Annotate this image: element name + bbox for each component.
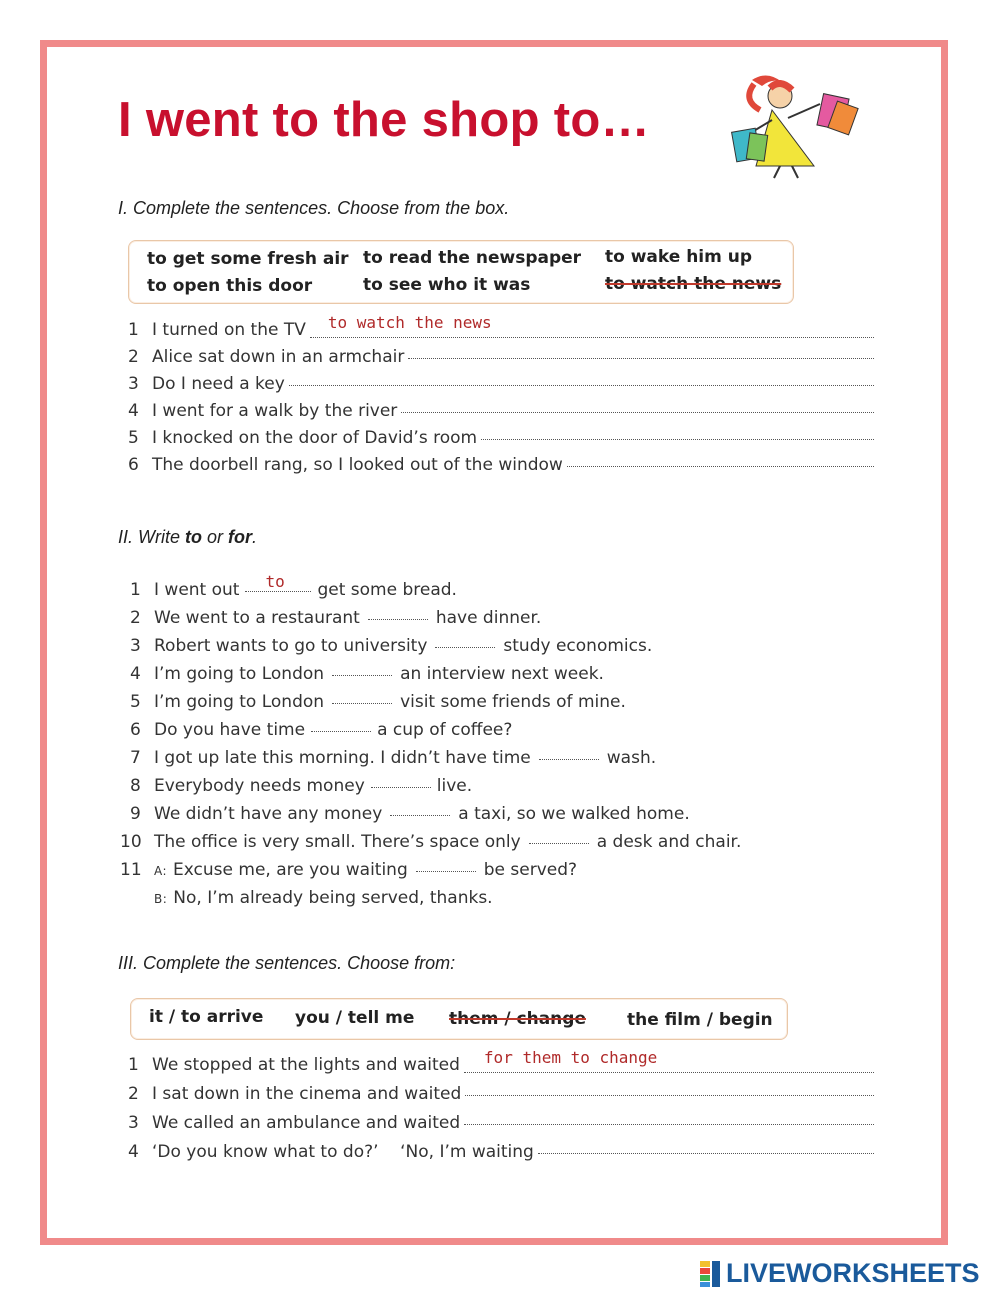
answer-blank[interactable] [465, 1095, 874, 1096]
section2-item: 1 I went out to get some bread. [130, 572, 457, 600]
girl-shopping-illustration [722, 70, 870, 180]
section1-item: 2 Alice sat down in an armchair [128, 347, 874, 367]
answer-blank[interactable] [567, 466, 874, 467]
answer-blank[interactable] [539, 758, 599, 760]
section2-item: 5 I’m going to London visit some friends of mine. [130, 692, 626, 712]
liveworksheets-logo[interactable]: LIVEWORKSHEETS [700, 1258, 980, 1289]
section2-item: 2 We went to a restaurant have dinner. [130, 608, 542, 628]
section3-word-box [130, 998, 788, 1040]
word-option: you / tell me [295, 1008, 415, 1028]
answer-blank[interactable] [390, 814, 450, 816]
answer-blank[interactable]: to watch the news [310, 317, 874, 338]
section2-item-reply: B: No, I’m already being served, thanks. [154, 888, 493, 908]
section2-item: 3 Robert wants to go to university study economics. [130, 636, 653, 656]
section1-item: 6 The doorbell rang, so I looked out of the window [128, 455, 874, 475]
answer-blank[interactable] [332, 702, 392, 704]
word-option: to see who it was [363, 275, 531, 295]
section2-instruction: II. Write to or for. [118, 527, 258, 547]
section3-item: 2 I sat down in the cinema and waited [128, 1084, 874, 1104]
section2-item: 4 I’m going to London an interview next week. [130, 664, 604, 684]
word-option: to get some fresh air [147, 249, 349, 269]
section1-item: 3 Do I need a key [128, 374, 874, 394]
word-option-used: them / change [449, 1009, 586, 1029]
section2-item: 10 The office is very small. There’s space only a desk and chair. [120, 832, 742, 852]
section2-item: 8 Everybody needs money live. [130, 776, 473, 796]
answer-blank[interactable] [311, 730, 371, 732]
section2-item: 7 I got up late this morning. I didn’t have time wash. [130, 748, 657, 768]
answer-blank[interactable] [368, 618, 428, 620]
section3-item: 4 ‘Do you know what to do?’ ‘No, I’m waiting [128, 1142, 874, 1162]
answer-blank[interactable] [408, 358, 874, 359]
section1-item: 4 I went for a walk by the river [128, 401, 874, 421]
answer-blank[interactable] [401, 412, 874, 413]
word-option-used: to watch the news [605, 274, 782, 294]
answer-blank[interactable] [289, 385, 874, 386]
page-title: I went to the shop to… [118, 93, 650, 147]
section1-word-box [128, 240, 794, 304]
liveworksheets-logo-icon [700, 1261, 722, 1287]
word-option: to open this door [147, 276, 313, 296]
answer-blank[interactable]: for them to change [464, 1052, 874, 1073]
answer-blank[interactable] [371, 786, 431, 788]
answer-blank[interactable] [538, 1153, 874, 1154]
answer-blank[interactable]: to [245, 590, 311, 592]
word-option: it / to arrive [149, 1007, 264, 1027]
answer-blank[interactable] [481, 439, 874, 440]
section3-item: 3 We called an ambulance and waited [128, 1113, 874, 1133]
word-option: the film / begin [627, 1010, 773, 1030]
answer-blank[interactable] [332, 674, 392, 676]
answer-blank[interactable] [435, 646, 495, 648]
answer-blank[interactable] [416, 870, 476, 872]
section1-item: 1 I turned on the TV to watch the news [128, 320, 874, 341]
section3-item: 1 We stopped at the lights and waited for them to change [128, 1055, 874, 1076]
section2-item: 6 Do you have time a cup of coffee? [130, 720, 513, 740]
section2-item: 9 We didn’t have any money a taxi, so we walked home. [130, 804, 690, 824]
answer-blank[interactable] [464, 1124, 874, 1125]
answer-blank[interactable] [529, 842, 589, 844]
section2-item: 11 A: Excuse me, are you waiting be served? [120, 860, 578, 880]
word-option: to wake him up [605, 247, 753, 267]
section1-instruction: I. Complete the sentences. Choose from the box. [118, 198, 510, 218]
word-option: to read the newspaper [363, 248, 582, 268]
section3-instruction: III. Complete the sentences. Choose from: [118, 953, 456, 973]
section1-item: 5 I knocked on the door of David’s room [128, 428, 874, 448]
